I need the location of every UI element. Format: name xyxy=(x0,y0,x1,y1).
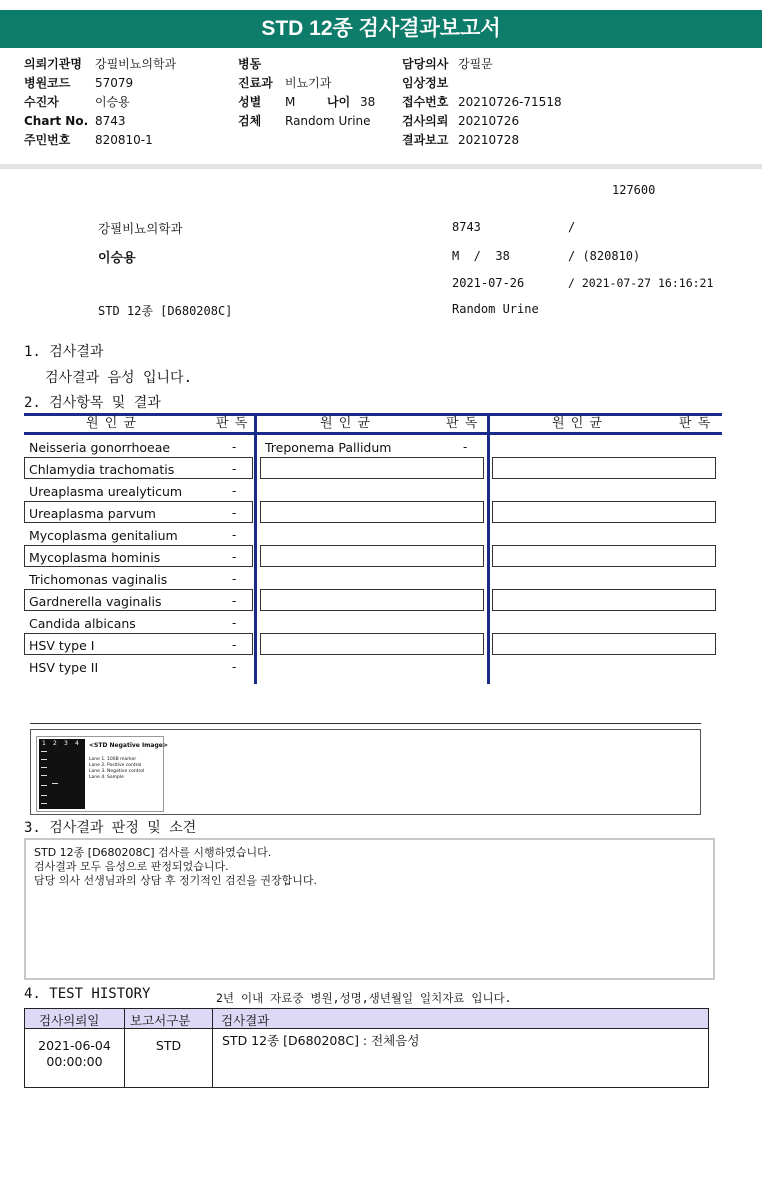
gel-lanes xyxy=(39,739,85,809)
header-value: 강필비뇨의학과 xyxy=(95,57,177,71)
row-box xyxy=(492,589,716,611)
header-label: 임상정보 xyxy=(402,76,449,90)
row-box xyxy=(492,501,716,523)
row-box xyxy=(260,589,484,611)
header-label: 담당의사 xyxy=(402,57,449,71)
info-specimen: Random Urine xyxy=(452,302,539,316)
pathogen-name: Mycoplasma genitalium xyxy=(29,528,178,543)
opinion-text xyxy=(34,846,317,888)
info-code: 127600 xyxy=(612,183,656,197)
header-value: 20210726-71518 xyxy=(458,95,562,109)
header-row xyxy=(24,131,244,150)
age-value: 38 xyxy=(360,95,376,109)
history-table xyxy=(24,1008,709,1088)
pathogen-result: - xyxy=(232,506,237,520)
header-label: 병동 xyxy=(238,57,262,71)
history-time: 00:00:00 xyxy=(46,1054,103,1069)
pathogen-name: HSV type II xyxy=(29,660,99,675)
opinion-line: 담당 의사 선생님과의 상담 후 정기적인 검진을 권장합니다. xyxy=(34,874,317,887)
age-label: 나이 xyxy=(327,95,351,109)
info-clinic: 강필비뇨의학과 xyxy=(98,221,183,236)
judge-header: 판 독 xyxy=(446,416,479,431)
header-col1 xyxy=(24,55,244,150)
history-result: STD 12종 [D680208C] : 전체음성 xyxy=(222,1033,420,1048)
gel-image xyxy=(36,736,168,812)
pathogen-name: Candida albicans xyxy=(29,616,136,631)
header-label: 검사의뢰 xyxy=(402,114,449,128)
lane-label: 2 xyxy=(53,740,57,747)
header-row xyxy=(24,55,244,74)
opinion-line: STD 12종 [D680208C] 검사를 시행하였습니다. xyxy=(34,846,272,859)
gel-band xyxy=(41,795,47,796)
gel-legend-item: Lane 1. 100B marker xyxy=(89,757,137,762)
gel-band xyxy=(41,767,47,768)
col-header: 원 인 균 xyxy=(552,416,603,431)
header-label: 수진자 xyxy=(24,95,59,109)
info-slash: / xyxy=(568,220,576,234)
pathogen-result: - xyxy=(232,572,237,586)
row-box xyxy=(260,545,484,567)
pathogen-result: - xyxy=(232,594,237,608)
info-report-datetime: / 2021-07-27 16:16:21 xyxy=(568,276,714,290)
header-value: M xyxy=(285,95,296,109)
column-divider xyxy=(254,416,257,684)
gel-legend-item: Lane 3. Negative control xyxy=(89,769,145,774)
section1-title: 1. 검사결과 xyxy=(24,344,104,360)
gel-band xyxy=(41,803,47,804)
header-row xyxy=(402,74,602,93)
pathogen-result: - xyxy=(232,462,237,476)
header-label: 결과보고 xyxy=(402,133,449,147)
header-row xyxy=(402,55,602,74)
row-box xyxy=(260,457,484,479)
pathogen-result: - xyxy=(232,660,237,674)
pathogen-name: Neisseria gonorrhoeae xyxy=(29,440,171,455)
row-box xyxy=(260,633,484,655)
history-date: 2021-06-04 xyxy=(38,1038,111,1053)
info-chart: 8743 xyxy=(452,220,481,234)
section2-title: 2. 검사항목 및 결과 xyxy=(24,395,161,411)
opinion-textbox xyxy=(24,838,715,980)
header-value: 강필문 xyxy=(458,57,493,71)
gel-band xyxy=(41,751,47,752)
header-value: 57079 xyxy=(95,76,134,90)
header-row xyxy=(24,112,244,131)
results-table-header xyxy=(24,413,722,435)
judge-header: 판 독 xyxy=(216,416,249,431)
report-title: STD 12종 검사결과보고서 xyxy=(0,10,762,48)
header-label: 주민번호 xyxy=(24,133,71,147)
header-label: 성별 xyxy=(238,95,262,109)
header-row xyxy=(238,74,398,93)
header-value: 20210726 xyxy=(458,114,520,128)
pathogen-name: Treponema Pallidum xyxy=(265,440,392,455)
header-value: 비뇨기과 xyxy=(285,76,332,90)
col-header: 원 인 균 xyxy=(86,416,137,431)
history-note: 2년 이내 자료중 병원,성명,생년월일 일치자료 입니다. xyxy=(216,991,512,1005)
gel-legend-item: Lane 4. Sample xyxy=(89,775,124,780)
header-divider xyxy=(0,164,762,169)
history-col-divider xyxy=(212,1009,213,1087)
header-col3 xyxy=(402,55,602,150)
judge-header: 판 독 xyxy=(679,416,712,431)
pathogen-result: - xyxy=(463,440,468,454)
header-label: 진료과 xyxy=(238,76,273,90)
pathogen-result: - xyxy=(232,638,237,652)
gel-image-frame xyxy=(30,729,701,815)
image-divider xyxy=(30,723,701,724)
header-label: Chart No. xyxy=(24,114,89,128)
info-test-name: STD 12종 [D680208C] xyxy=(98,304,233,318)
pathogen-result: - xyxy=(232,616,237,630)
lane-label: 4 xyxy=(75,740,79,747)
section1-result: 검사결과 음성 입니다. xyxy=(45,370,193,386)
history-header-row xyxy=(25,1009,708,1029)
section4-title: 4. TEST HISTORY xyxy=(24,986,151,1002)
history-header: 보고서구분 xyxy=(130,1013,191,1028)
header-row xyxy=(402,93,602,112)
header-row xyxy=(238,55,398,74)
gel-title: <STD Negative Image> xyxy=(89,742,168,749)
info-sex-age: M / 38 xyxy=(452,249,510,263)
header-row xyxy=(402,131,602,150)
history-type: STD xyxy=(155,1038,182,1053)
history-header: 검사결과 xyxy=(221,1013,270,1028)
info-patient: 이승용 xyxy=(98,251,136,266)
pathogen-name: Ureaplasma urealyticum xyxy=(29,484,183,499)
header-value: Random Urine xyxy=(285,114,371,128)
column-divider xyxy=(487,416,490,684)
header-row xyxy=(402,112,602,131)
row-box xyxy=(260,501,484,523)
header-label: 병원코드 xyxy=(24,76,71,90)
gel-band xyxy=(41,785,47,786)
col-header: 원 인 균 xyxy=(320,416,371,431)
header-row xyxy=(24,74,244,93)
section3-title: 3. 검사결과 판정 및 소견 xyxy=(24,820,197,836)
pathogen-result: - xyxy=(232,550,237,564)
lane-label: 3 xyxy=(64,740,68,747)
pathogen-name: Chlamydia trachomatis xyxy=(29,462,175,477)
opinion-line: 검사결과 모두 음성으로 판정되었습니다. xyxy=(34,860,229,873)
pathogen-result: - xyxy=(232,484,237,498)
row-box xyxy=(492,633,716,655)
pathogen-name: Mycoplasma hominis xyxy=(29,550,161,565)
gel-band xyxy=(41,775,47,776)
header-value: 20210728 xyxy=(458,133,520,147)
header-value: 820810-1 xyxy=(95,133,153,147)
header-value: 이승용 xyxy=(95,95,130,109)
lane-label: 1 xyxy=(42,740,46,747)
header-col2 xyxy=(238,55,398,131)
history-header: 검사의뢰일 xyxy=(39,1013,100,1028)
gel-legend-item: Lane 2. Positive control xyxy=(89,763,142,768)
header-row xyxy=(238,112,398,131)
header-value: 8743 xyxy=(95,114,126,128)
pathogen-result: - xyxy=(232,528,237,542)
header-label: 접수번호 xyxy=(402,95,449,109)
pathogen-name: Ureaplasma parvum xyxy=(29,506,156,521)
row-box xyxy=(492,457,716,479)
info-birth: / (820810) xyxy=(568,249,641,263)
gel-band xyxy=(52,783,58,784)
info-request-date: 2021-07-26 xyxy=(452,276,525,290)
header-row xyxy=(24,93,244,112)
gel-legend xyxy=(89,757,144,781)
gel-band xyxy=(41,759,47,760)
header-label: 검체 xyxy=(238,114,262,128)
header-row xyxy=(238,93,398,112)
pathogen-name: HSV type I xyxy=(29,638,95,653)
pathogen-name: Trichomonas vaginalis xyxy=(29,572,168,587)
row-box xyxy=(492,545,716,567)
pathogen-name: Gardnerella vaginalis xyxy=(29,594,162,609)
header-label: 의뢰기관명 xyxy=(24,57,82,71)
pathogen-result: - xyxy=(232,440,237,454)
